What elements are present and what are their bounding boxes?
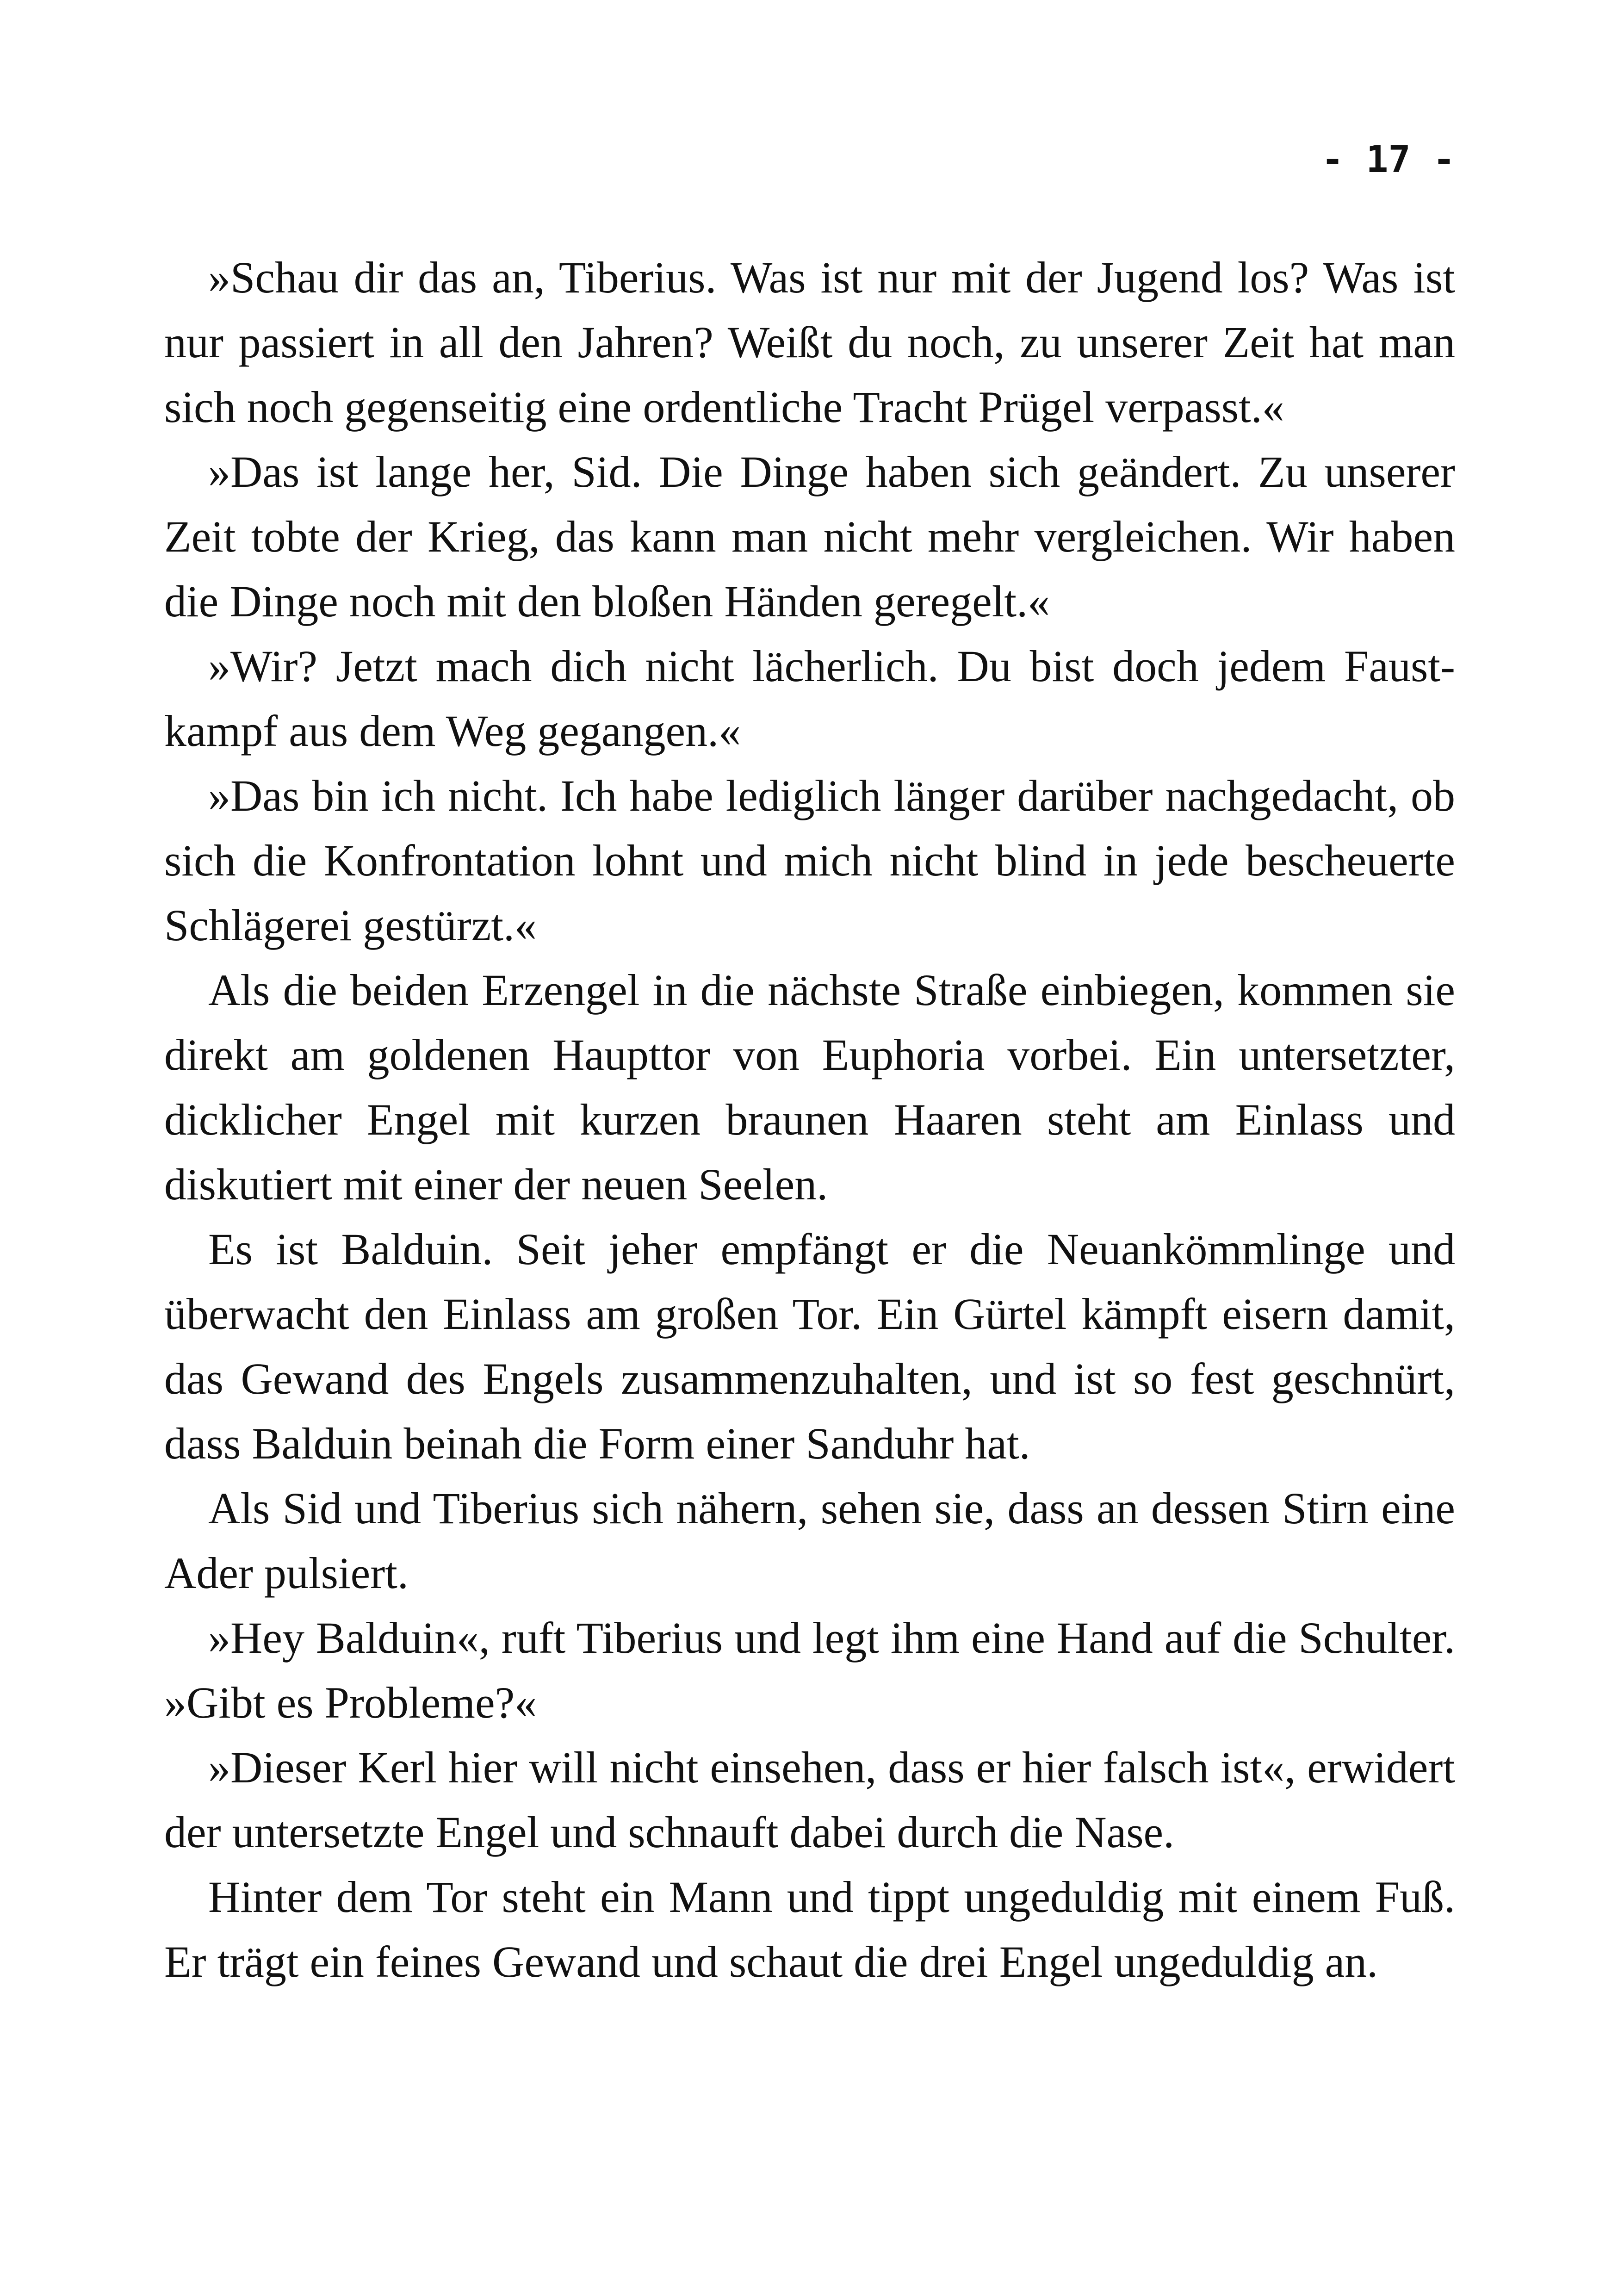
paragraph: »Das ist lange her, Sid. Die Dinge haben sich geändert. Zu unserer Zeit tobte der Krieg, das kann man nicht mehr vergleichen. Wir haben die Dinge noch mit den bloßen Händen geregelt.« bbox=[164, 447, 1455, 626]
body-text bbox=[164, 245, 1455, 1994]
paragraph: »Schau dir das an, Tiberius. Was ist nur mit der Jugend los? Was ist nur passiert in all den Jahren? Weißt du noch, zu unserer Zeit hat man sich noch gegenseitig eine ordentliche Tracht Prügel verpasst.« bbox=[164, 253, 1455, 432]
page-number: - 17 - bbox=[1321, 138, 1455, 181]
paragraph: »Wir? Jetzt mach dich nicht lächerlich. Du bist doch jedem Faustkampf aus dem Weg gegangen.« bbox=[164, 641, 1455, 756]
paragraph: Es ist Balduin. Seit jeher empfängt er die Neuankömmlinge und überwacht den Einlass am großen Tor. Ein Gürtel kämpft eisern damit, das Gewand des Engels zusammenzuhalten, und ist so fest geschnürt, dass Balduin beinah die Form einer Sanduhr hat. bbox=[164, 1224, 1455, 1468]
paragraph: »Das bin ich nicht. Ich habe lediglich länger darüber nachgedacht, ob sich die Konfrontation lohnt und mich nicht blind in jede bescheuerte Schlägerei gestürzt.« bbox=[164, 771, 1455, 950]
paragraph: Als Sid und Tiberius sich nähern, sehen sie, dass an dessen Stirn eine Ader pulsiert. bbox=[164, 1483, 1455, 1598]
paragraph: »Hey Balduin«, ruft Tiberius und legt ihm eine Hand auf die Schulter. »Gibt es Probleme?« bbox=[164, 1613, 1455, 1727]
paragraph: »Dieser Kerl hier will nicht einsehen, dass er hier falsch ist«, erwidert der untersetzte Engel und schnauft dabei durch die Nase. bbox=[164, 1743, 1455, 1857]
paragraph: Hinter dem Tor steht ein Mann und tippt ungeduldig mit einem Fuß. Er trägt ein feines Gewand und schaut die drei Engel ungeduldig an. bbox=[164, 1872, 1455, 1986]
paragraph: Als die beiden Erzengel in die nächste Straße einbiegen, kommen sie direkt am goldenen Haupttor von Euphoria vorbei. Ein untersetzter, dicklicher Engel mit kurzen braunen Haaren steht am Einlass und diskutiert mit einer der neuen Seelen. bbox=[164, 965, 1455, 1209]
